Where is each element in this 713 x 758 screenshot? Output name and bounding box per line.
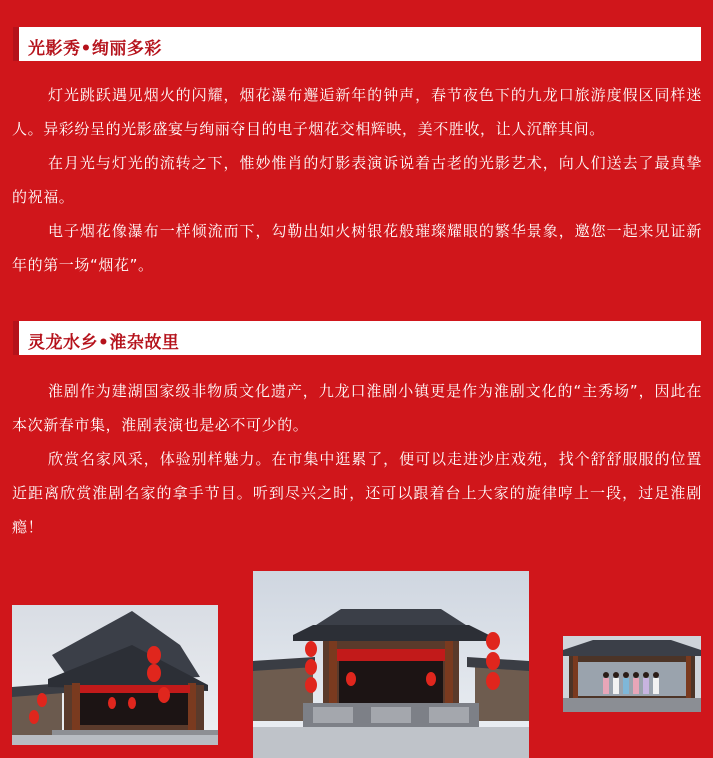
section-header-light-show xyxy=(13,27,701,61)
opera-stage-photo-center xyxy=(253,571,529,758)
paragraph: 在月光与灯光的流转之下，惟妙惟肖的灯影表演诉说着古老的光影艺术，向人们送去了最真挚的祝福。 xyxy=(12,154,702,206)
paragraph: 灯光跳跃遇见烟火的闪耀，烟花瀑布邂逅新年的钟声，春节夜色下的九龙口旅游度假区同样迷人。异彩纷呈的光影盛宴与绚丽夺目的电子烟花交相辉映，美不胜收，让人沉醉其间。 xyxy=(12,86,702,138)
section-title-light-show: 光影秀•绚丽多彩 xyxy=(28,39,162,59)
opera-performance-illustration xyxy=(563,636,701,712)
section-body-light-show xyxy=(12,78,702,282)
section-body-water-town xyxy=(12,374,702,544)
paragraph: 欣赏名家风采，体验别样魅力。在市集中逛累了，便可以走进沙庄戏苑，找个舒舒服服的位置近距离欣赏淮剧名家的拿手节目。听到尽兴之时，还可以跟着台上大家的旋律哼上一段，过足淮剧瘾！ xyxy=(12,450,702,536)
opera-stage-photo-left xyxy=(12,605,218,745)
section-header-water-town xyxy=(13,321,701,355)
opera-performance-photo-right xyxy=(563,636,701,712)
paragraph: 电子烟花像瀑布一样倾流而下，勾勒出如火树银花般璀璨耀眼的繁华景象，邀您一起来见证新年的第一场“烟花”。 xyxy=(12,222,702,274)
opera-stage-illustration xyxy=(12,605,218,745)
paragraph: 淮剧作为建湖国家级非物质文化遗产，九龙口淮剧小镇更是作为淮剧文化的“主秀场”，因此在本次新春市集，淮剧表演也是必不可少的。 xyxy=(12,382,702,434)
section-title-water-town: 灵龙水乡•淮杂故里 xyxy=(28,333,180,353)
opera-stage-illustration xyxy=(253,571,529,758)
